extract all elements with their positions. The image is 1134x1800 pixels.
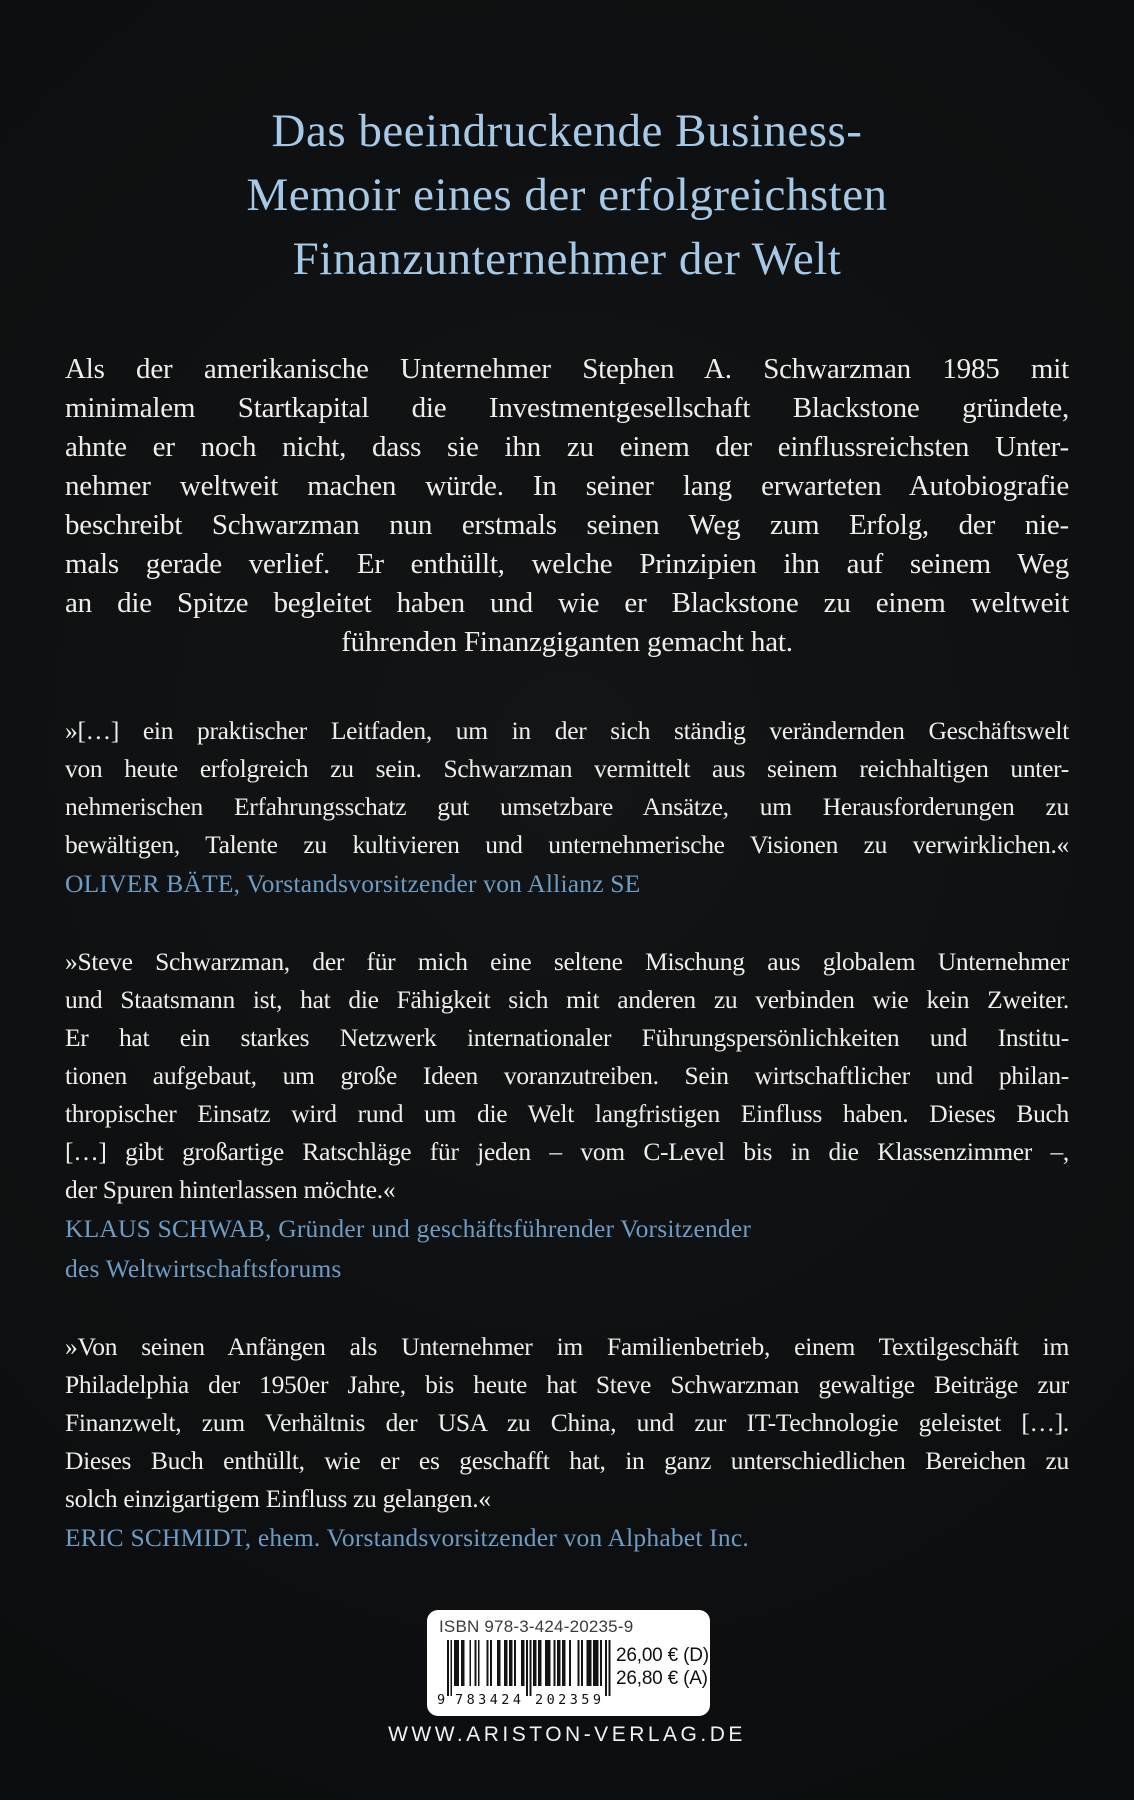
press-quote-schwab [65,943,1069,1289]
text-line: an die Spitze begleitet haben und wie er Blackstone zu einem weltweit [65,587,1069,619]
text-line: Als der amerikanische Unternehmer Stephen A. Schwarzman 1985 mit [65,353,1069,385]
text-line: […] gibt großartige Ratschläge für jeden – vom C-Level bis in die Klassenzimmer –, [65,1137,1069,1166]
text-line: ahnte er noch nicht, dass sie ihn zu einem der einflussreichsten Unter- [65,431,1069,463]
text-line: ERIC SCHMIDT, ehem. Vorstandsvorsitzender von Alphabet Inc. [65,1523,749,1552]
press-quote-baete [65,712,1069,904]
intro-paragraph [65,350,1069,662]
price-austria: 26,80 € (A) [616,1668,708,1689]
text-line: Er hat ein starkes Netzwerk internationaler Führungspersönlichkeiten und Institu- [65,1023,1069,1052]
publisher-website: WWW.ARISTON-VERLAG.DE [388,1723,746,1746]
text-line: Finanzunternehmer der Welt [292,233,842,285]
text-line: Finanzwelt, zum Verhältnis der USA zu China, und zur IT-Technologie geleistet […]. [65,1408,1069,1437]
text-line: nehmerischen Erfahrungsschatz gut umsetzbare Ansätze, um Herausforderungen zu [65,792,1069,821]
text-line: bewältigen, Talente zu kultivieren und unternehmerische Visionen zu verwirklichen.« [65,830,1069,859]
isbn-price-label [427,1610,710,1716]
quote-attribution [65,1209,1069,1289]
text-line: Dieses Buch enthüllt, wie er es geschafft hat, in ganz unterschiedlichen Bereichen zu [65,1446,1069,1475]
text-line: und Staatsmann ist, hat die Fähigkeit sich mit anderen zu verbinden wie kein Zweiter. [65,985,1069,1014]
text-line: tionen aufgebaut, um große Ideen voranzutreiben. Sein wirtschaftlicher und philan- [65,1061,1069,1090]
intro-last-line: führenden Finanzgiganten gemacht hat. [341,626,793,658]
price-germany: 26,00 € (D) [616,1645,709,1666]
ean-barcode [436,1640,612,1710]
intro-lines [65,350,1069,623]
text-line: »Von seinen Anfängen als Unternehmer im Familienbetrieb, einem Textilgeschäft im [65,1332,1069,1361]
text-line: von heute erfolgreich zu sein. Schwarzman vermittelt aus seinem reichhaltigen unter- [65,754,1069,783]
text-line: »Steve Schwarzman, der für mich eine seltene Mischung aus globalem Unternehmer [65,947,1069,976]
text-line: OLIVER BÄTE, Vorstandsvorsitzender von Allianz SE [65,869,641,898]
text-line: des Weltwirtschaftsforums [65,1254,342,1283]
text-line: mals gerade verlief. Er enthüllt, welche Prinzipien ihn auf seinem Weg [65,548,1069,580]
text-line: minimalem Startkapital die Investmentgesellschaft Blackstone gründete, [65,392,1069,424]
price-block [616,1644,709,1690]
quote-lines [65,712,1069,864]
quote-attribution [65,864,1069,904]
text-line: Das beeindruckende Business- [271,105,863,157]
quote-attribution [65,1518,1069,1558]
quote-lines [65,1328,1069,1480]
press-quote-schmidt [65,1328,1069,1558]
quote-last-line: solch einzigartigem Einfluss zu gelangen.« [65,1484,491,1513]
barcode-digits-left: 783424 [455,1692,521,1708]
text-line: thropischer Einsatz wird rund um die Welt langfristigen Einfluss haben. Dieses Buch [65,1099,1069,1128]
quote-lines [65,943,1069,1171]
isbn-text: ISBN 978-3-424-20235-9 [439,1617,634,1636]
text-line: nehmer weltweit machen würde. In seiner lang erwarteten Autobiografie [65,470,1069,502]
barcode-digits-right: 202359 [535,1692,601,1708]
text-line: Memoir eines der erfolgreichsten [246,169,888,221]
quote-last-line: der Spuren hinterlassen möchte.« [65,1175,396,1204]
text-line: KLAUS SCHWAB, Gründer und geschäftsführender Vorsitzender [65,1214,752,1243]
text-line: beschreibt Schwarzman nun erstmals seinen Weg zum Erfolg, der nie- [65,509,1069,541]
barcode-digit-first: 9 [437,1692,446,1708]
text-line: Philadelphia der 1950er Jahre, bis heute hat Steve Schwarzman gewaltige Beiträge zur [65,1370,1069,1399]
text-line: »[…] ein praktischer Leitfaden, um in der sich ständig verändernden Geschäftswelt [65,716,1069,745]
headline [65,99,1069,291]
